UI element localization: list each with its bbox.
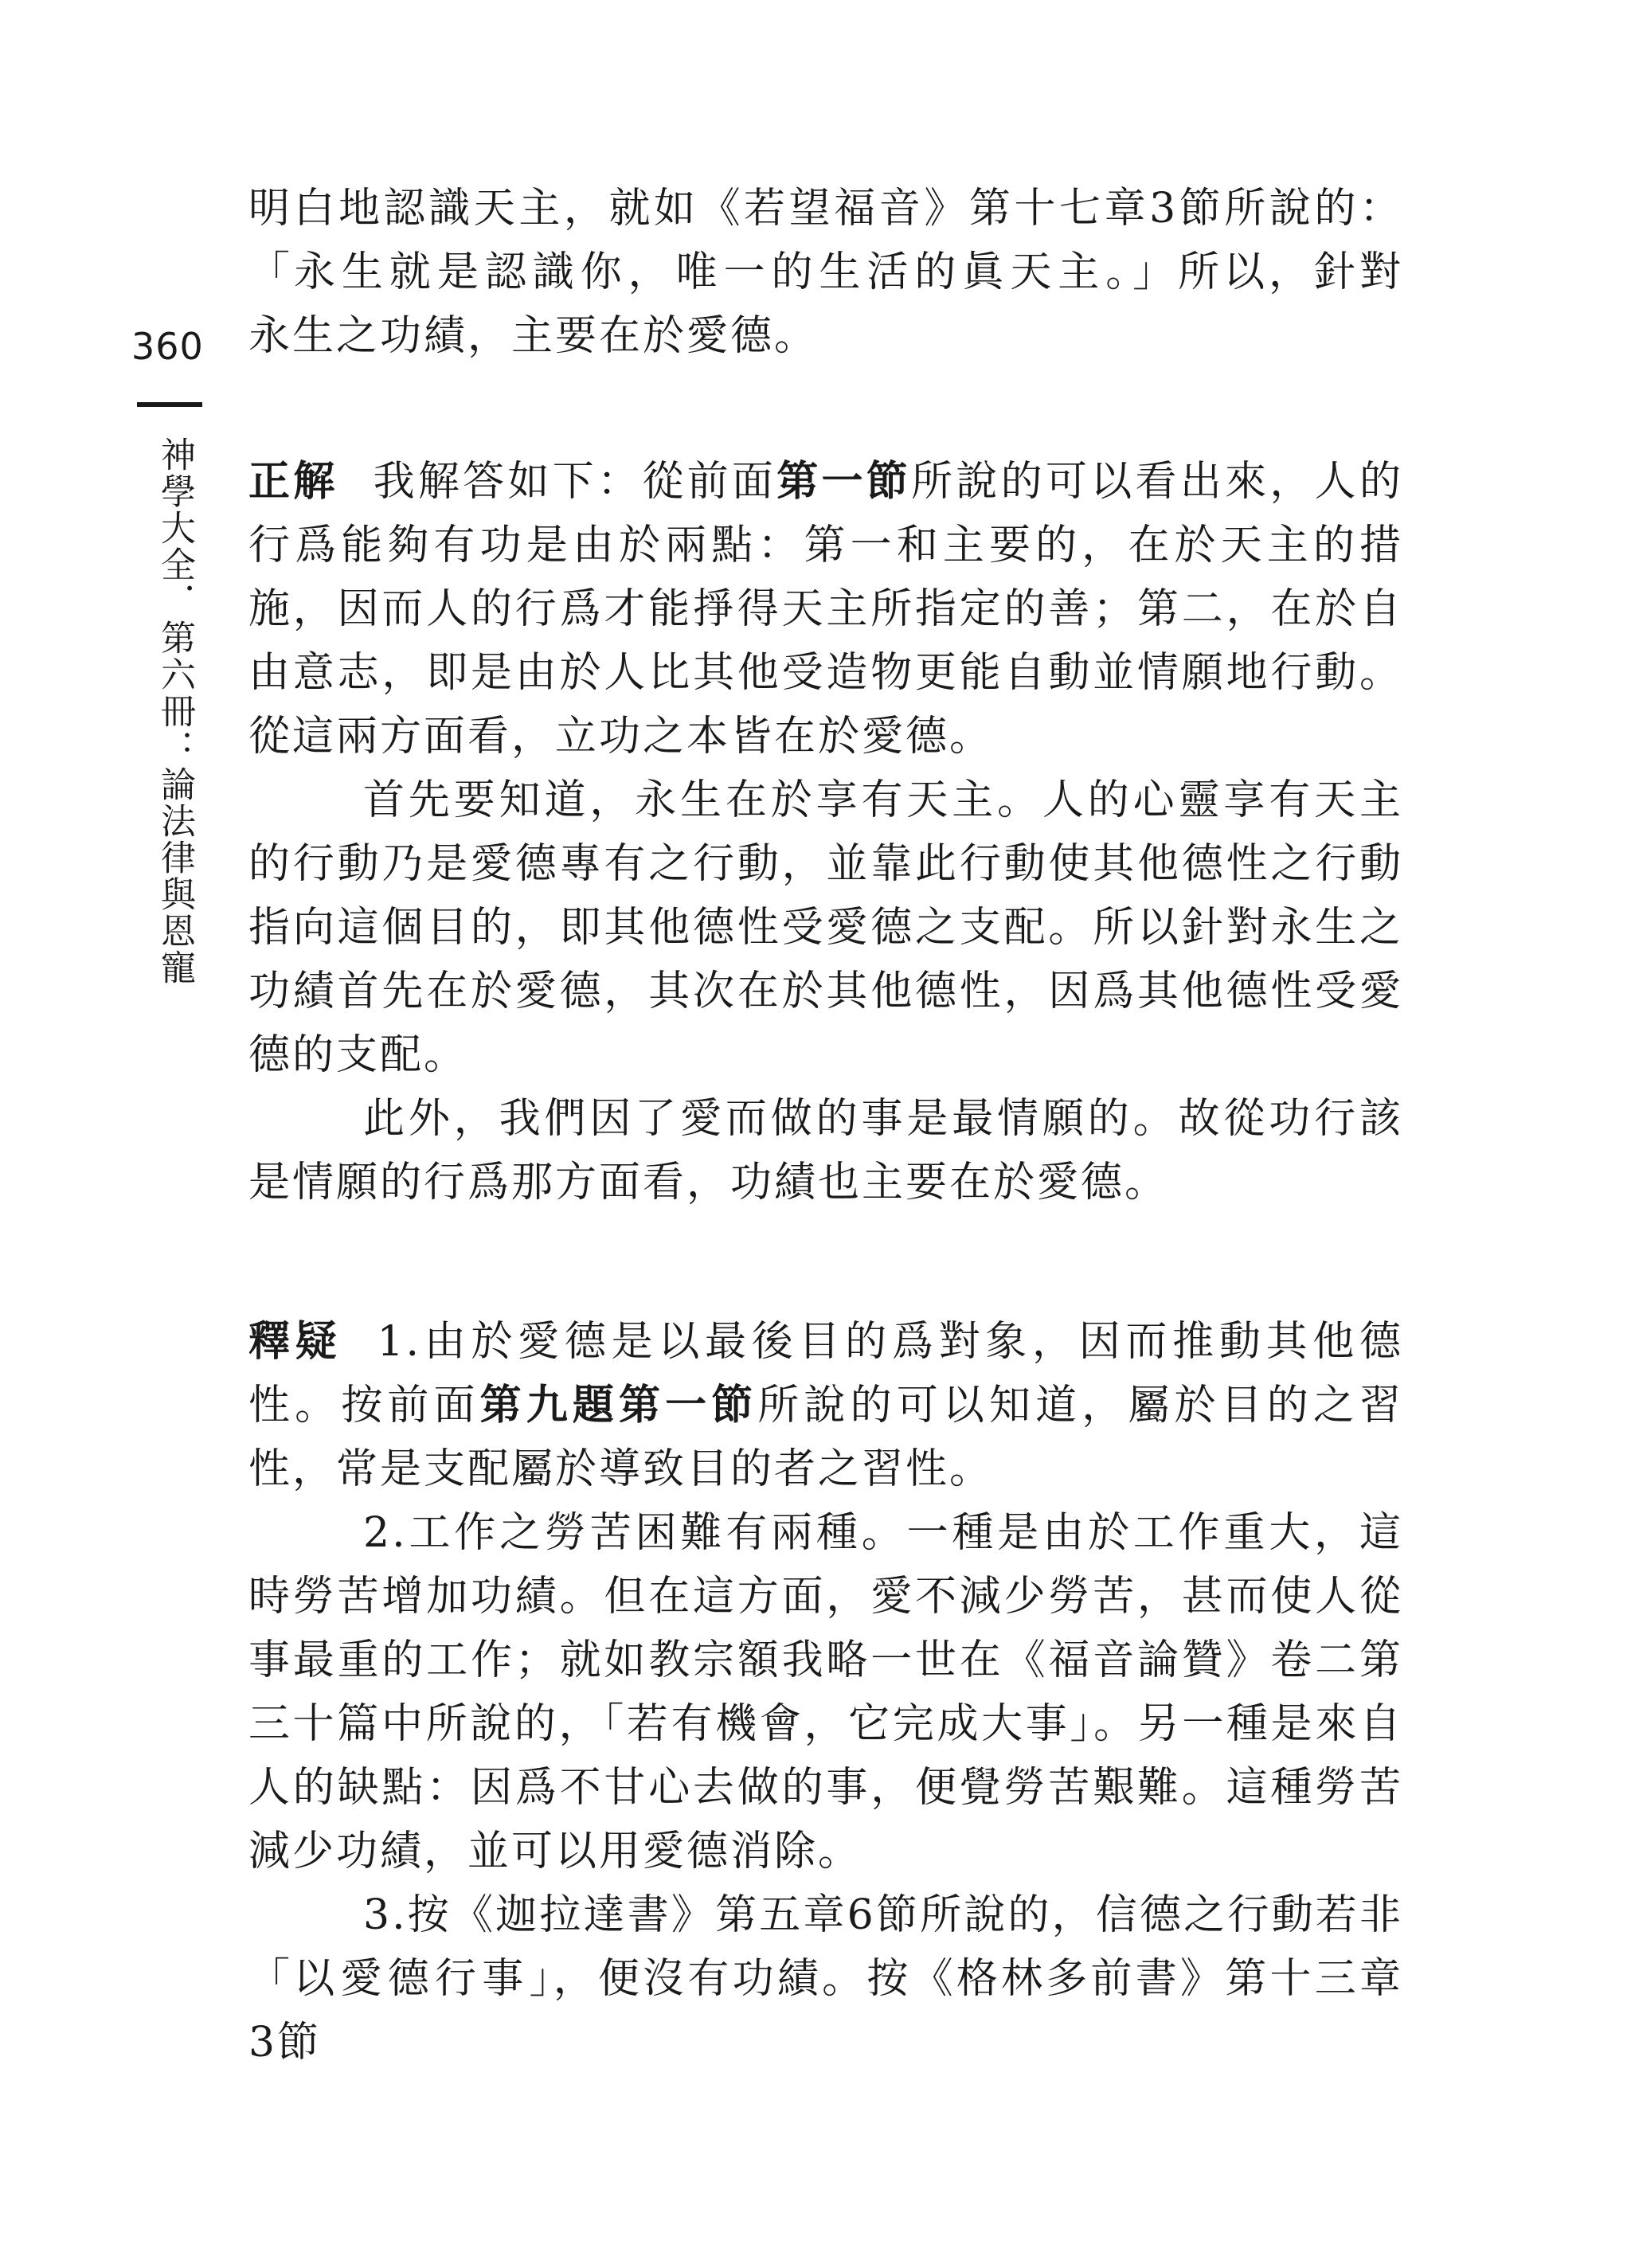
opening-paragraph xyxy=(248,177,1403,368)
answer-p1-a: 我解答如下：從前面 xyxy=(373,458,777,506)
opening-text-b: 」所以，針對永生之功績，主要在於愛德。 xyxy=(248,248,1403,360)
running-title: 神學大全．第六冊：論法律與恩寵 xyxy=(154,436,195,986)
opening-text xyxy=(248,177,1403,368)
reply-3-b: 」，便沒有功績。按《格林多前書》第十三章3節 xyxy=(248,1955,1403,2067)
reply-1-ref: 第九題第一節 xyxy=(479,1382,758,1429)
reply-3-a: 3.按《迦拉達書》第五章6節所說的，信德之行動若非「 xyxy=(248,1891,1403,2003)
reply-1 xyxy=(248,1310,1403,1501)
replies-section xyxy=(248,1310,1403,2074)
page-number: 360 xyxy=(131,325,204,368)
opening-text-a: 明白地認識天主，就如《若望福音》第十七章3節所說的：「 xyxy=(248,185,1403,296)
replies-heading: 釋疑 xyxy=(248,1318,342,1366)
reply-1-c: 所說的可以知道，屬於目的之習性，常是支配屬於導致目的者之習性。 xyxy=(248,1382,1403,1493)
margin-rule xyxy=(137,402,202,407)
answer-section xyxy=(248,450,1403,1214)
answer-paragraph-1 xyxy=(248,450,1403,768)
answer-p1-ref: 第一節 xyxy=(776,458,912,506)
scripture-quote: 永生就是認識你，唯一的生活的眞天主。 xyxy=(293,248,1133,296)
answer-paragraph-3: 此外，我們因了愛而做的事是最情願的。故從功行該是情願的行爲那方面看，功績也主要在於愛德。 xyxy=(248,1095,1403,1206)
answer-heading: 正解 xyxy=(248,458,338,506)
reply-3-quote: 以愛德行事 xyxy=(293,1955,530,2003)
reply-2: 2.工作之勞苦困難有兩種。一種是由於工作重大，這時勞苦增加功績。但在這方面，愛不減少勞苦，甚而使人從事最重的工作；就如教宗額我略一世在《福音論贊》卷二第三十篇中所說的，「若有機會，它完成大事」。另一種是來自人的缺點：因爲不甘心去做的事，便覺勞苦艱難。這種勞苦減少功績，並可以用愛德消除。 xyxy=(248,1509,1403,1875)
reply-1-a: 1.由於愛德是以最後目的爲對象，因而推動其他德性。按前面 xyxy=(248,1318,1403,1429)
answer-paragraph-2: 首先要知道，永生在於享有天主。人的心靈享有天主的行動乃是愛德專有之行動，並靠此行動使其他德性之行動指向這個目的，即其他德性受愛德之支配。所以針對永生之功績首先在於愛德，其次在於其他德性，因爲其他德性受愛德的支配。 xyxy=(248,776,1403,1079)
answer-p1-c: 所說的可以看出來，人的行爲能夠有功是由於兩點：第一和主要的，在於天主的措施，因而人的行爲才能掙得天主所指定的善；第二，在於自由意志，即是由於人比其他受造物更能自動並情願地行動。從這兩方面看，立功之本皆在於愛德。 xyxy=(248,458,1403,761)
reply-3 xyxy=(248,1883,1403,2074)
